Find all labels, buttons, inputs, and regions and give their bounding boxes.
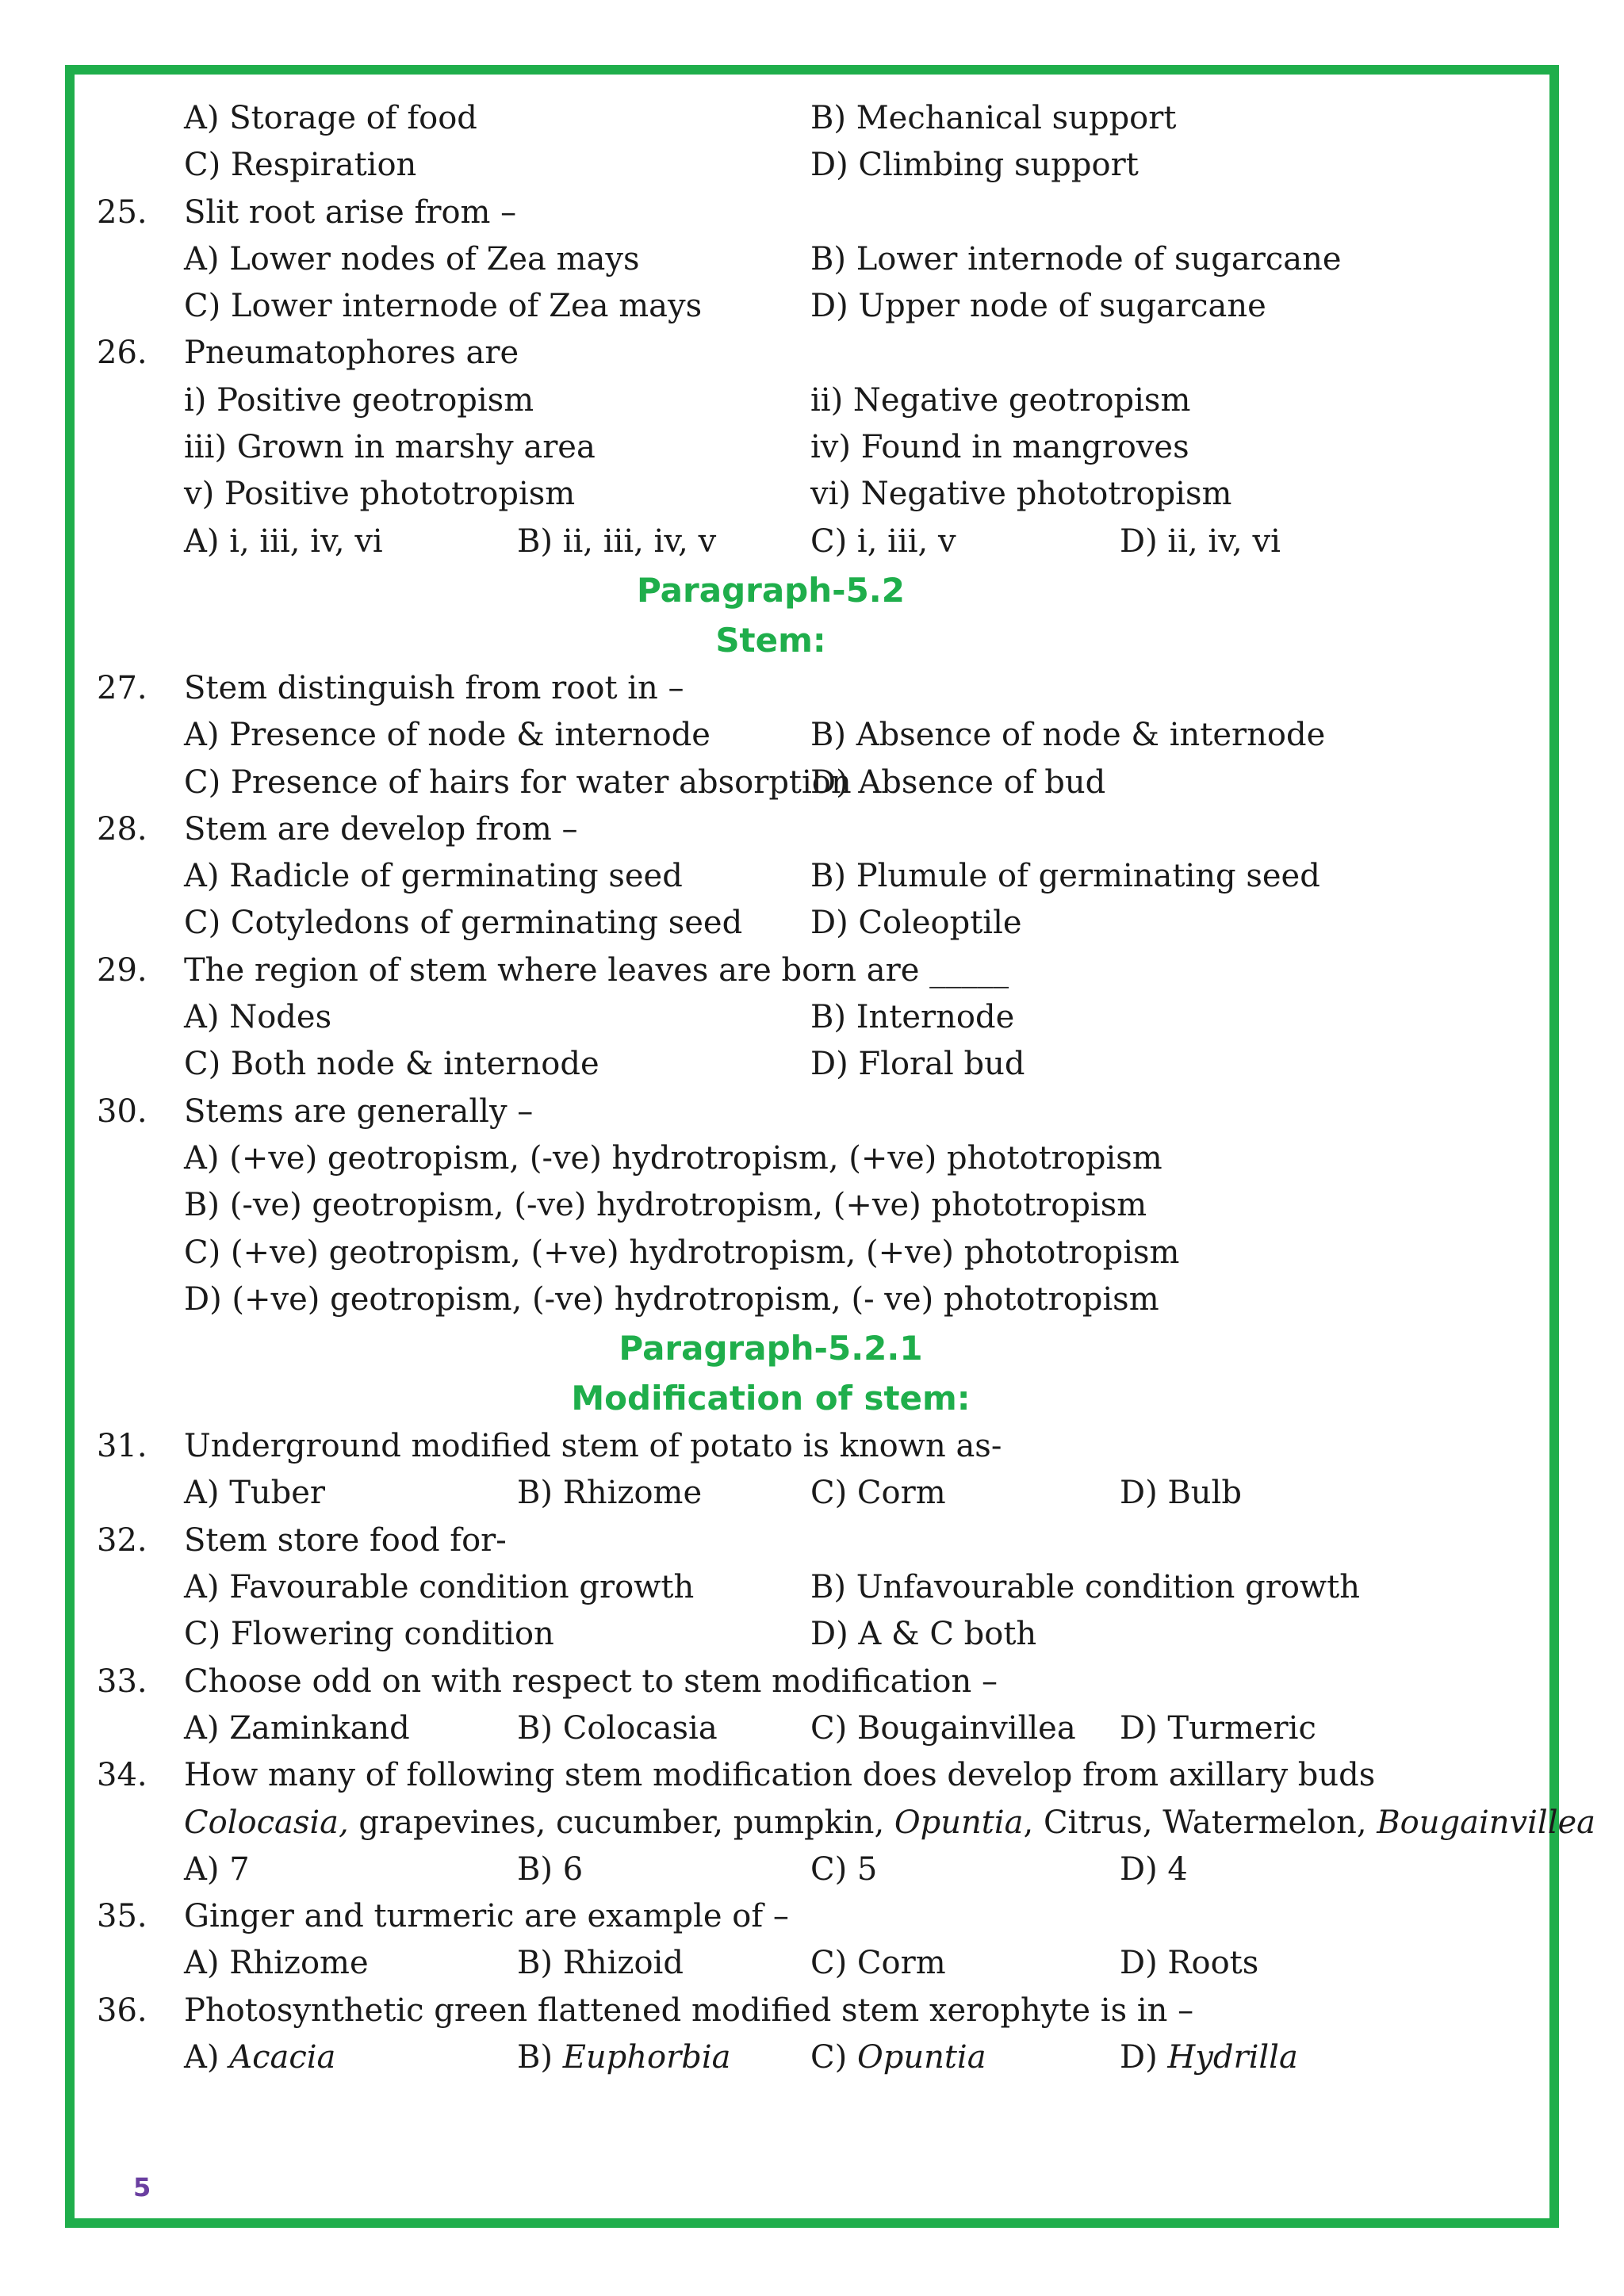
q35-option-c: C) Corm — [810, 1945, 946, 1982]
q34-number: 34. — [97, 1757, 147, 1794]
q25-text: Slit root arise from – — [184, 193, 517, 231]
q26-statement-ii: ii) Negative geotropism — [810, 381, 1191, 419]
q26-statement-iii: iii) Grown in marshy area — [184, 429, 596, 466]
q31-stem — [97, 1423, 1445, 1470]
section-heading-paragraph-text: Paragraph-5.2 — [637, 570, 905, 610]
q36-option-c — [810, 2034, 986, 2081]
q33-options-row — [97, 1705, 1445, 1752]
q25-options-row-1 — [97, 236, 1445, 283]
q27-option-b: B) Absence of node & internode — [810, 717, 1326, 754]
q31-text: Underground modified stem of potato is known as- — [184, 1428, 1002, 1465]
q32-options-row-1 — [97, 1564, 1445, 1611]
q24-option-d: D) Climbing support — [810, 147, 1139, 184]
q32-options-row-2 — [97, 1611, 1445, 1658]
q26-option-a: A) i, iii, iv, vi — [184, 522, 383, 560]
subsection-heading-title — [97, 1373, 1445, 1423]
q30-option-b-row — [97, 1182, 1445, 1229]
q27-options-row-2 — [97, 760, 1445, 806]
q28-text: Stem are develop from – — [184, 810, 578, 848]
q35-stem — [97, 1893, 1445, 1940]
q29-option-c: C) Both node & internode — [184, 1046, 599, 1083]
q36-option-d-label: D) — [1120, 2038, 1168, 2076]
q30-option-c-row — [97, 1230, 1445, 1276]
q30-option-d-row — [97, 1276, 1445, 1323]
q34-list-row — [97, 1800, 1596, 1846]
q35-options-row — [97, 1940, 1445, 1987]
q36-number: 36. — [97, 1992, 147, 2029]
q25-option-c: C) Lower internode of Zea mays — [184, 288, 703, 325]
q29-options-row-2 — [97, 1041, 1445, 1088]
q30-option-a-row — [97, 1135, 1445, 1182]
q35-option-b: B) Rhizoid — [517, 1945, 684, 1982]
q27-option-d: D) Absence of bud — [810, 763, 1106, 801]
q31-option-a: A) Tuber — [184, 1475, 326, 1512]
q24-options-row-2 — [97, 142, 1445, 189]
q35-text: Ginger and turmeric are example of – — [184, 1898, 789, 1935]
q27-text: Stem distinguish from root in – — [184, 669, 684, 706]
q32-stem — [97, 1517, 1445, 1564]
q33-stem — [97, 1659, 1445, 1705]
q30-option-a: A) (+ve) geotropism, (-ve) hydrotropism, (+ve) phototropism — [184, 1139, 1162, 1177]
q34-options-row — [97, 1846, 1445, 1893]
q29-number: 29. — [97, 951, 147, 989]
q31-option-c: C) Corm — [810, 1475, 946, 1512]
q33-option-c: C) Bougainvillea — [810, 1709, 1076, 1747]
q28-option-a: A) Radicle of germinating seed — [184, 858, 683, 895]
q34-list-item-opuntia: Opuntia — [894, 1804, 1024, 1841]
q31-number: 31. — [97, 1428, 147, 1465]
q34-list-items-end: , Citrus, Watermelon, — [1023, 1804, 1377, 1841]
q25-number: 25. — [97, 193, 147, 231]
q27-stem — [97, 665, 1445, 712]
q33-option-a: A) Zaminkand — [184, 1709, 410, 1747]
q33-option-d: D) Turmeric — [1120, 1709, 1316, 1747]
q30-stem — [97, 1089, 1445, 1135]
q31-options-row — [97, 1470, 1445, 1517]
q28-options-row-2 — [97, 900, 1445, 947]
question-sheet — [97, 95, 1596, 2081]
subsection-heading-paragraph-text: Paragraph-5.2.1 — [619, 1329, 923, 1368]
q34-text: How many of following stem modification does develop from axillary buds — [184, 1757, 1376, 1794]
q34-option-b: B) 6 — [517, 1850, 584, 1888]
q33-text: Choose odd on with respect to stem modification – — [184, 1663, 998, 1700]
subsection-heading-paragraph — [97, 1323, 1445, 1373]
q27-options-row-1 — [97, 712, 1445, 759]
q30-number: 30. — [97, 1093, 147, 1130]
q35-option-a: A) Rhizome — [184, 1945, 369, 1982]
q27-number: 27. — [97, 669, 147, 706]
q29-option-a: A) Nodes — [184, 999, 332, 1036]
q26-statements-row-1 — [97, 377, 1445, 424]
q26-number: 26. — [97, 335, 147, 372]
subsection-heading-title-text: Modification of stem: — [571, 1379, 971, 1418]
q36-option-a — [184, 2034, 335, 2081]
q26-statements-row-3 — [97, 471, 1445, 518]
q28-stem — [97, 806, 1445, 853]
q34-option-a: A) 7 — [184, 1850, 250, 1888]
q26-option-c: C) i, iii, v — [810, 522, 956, 560]
section-heading-title — [97, 615, 1445, 665]
q36-option-c-label: C) — [810, 2038, 857, 2076]
q27-option-a: A) Presence of node & internode — [184, 717, 710, 754]
q26-text: Pneumatophores are — [184, 335, 519, 372]
q27-option-c: C) Presence of hairs for water absorption — [184, 763, 852, 801]
q26-statement-v: v) Positive phototropism — [184, 476, 576, 513]
q31-option-b: B) Rhizome — [517, 1475, 703, 1512]
q34-plant-list — [184, 1800, 1595, 1846]
q30-text: Stems are generally – — [184, 1093, 534, 1130]
q28-number: 28. — [97, 810, 147, 848]
q26-statements-row-2 — [97, 424, 1445, 471]
q32-option-a: A) Favourable condition growth — [184, 1569, 695, 1606]
q36-option-d — [1120, 2034, 1298, 2081]
q30-option-c: C) (+ve) geotropism, (+ve) hydrotropism, (+ve) phototropism — [184, 1234, 1180, 1271]
q25-option-d: D) Upper node of sugarcane — [810, 288, 1266, 325]
q24-option-b: B) Mechanical support — [810, 100, 1177, 136]
q32-text: Stem store food for- — [184, 1521, 507, 1559]
q34-list-items-middle: grapevines, cucumber, pumpkin, — [348, 1804, 894, 1841]
q26-options-row — [97, 519, 1445, 565]
q28-option-c: C) Cotyledons of germinating seed — [184, 905, 743, 942]
q36-option-c-text: Opuntia — [856, 2038, 986, 2076]
q32-option-d: D) A & C both — [810, 1616, 1037, 1653]
q32-number: 32. — [97, 1521, 147, 1559]
q34-list-item-colocasia: Colocasia, — [184, 1804, 349, 1841]
q24-option-c: C) Respiration — [184, 147, 417, 184]
q34-option-c: C) 5 — [810, 1850, 878, 1888]
q25-option-b: B) Lower internode of sugarcane — [810, 240, 1342, 277]
q29-stem — [97, 947, 1445, 994]
q25-options-row-2 — [97, 283, 1445, 330]
q26-statement-i: i) Positive geotropism — [184, 381, 534, 419]
section-heading-title-text: Stem: — [715, 620, 826, 660]
q33-number: 33. — [97, 1663, 147, 1700]
q29-text: The region of stem where leaves are born are _____ — [184, 951, 1009, 989]
q26-option-b: B) ii, iii, iv, v — [517, 522, 717, 560]
q26-statement-iv: iv) Found in mangroves — [810, 429, 1189, 466]
q35-option-d: D) Roots — [1120, 1945, 1259, 1982]
q24-option-a: A) Storage of food — [184, 100, 477, 136]
q34-list-item-bougainvillea: Bougainvillea — [1377, 1804, 1596, 1841]
q26-statement-vi: vi) Negative phototropism — [810, 476, 1232, 513]
q26-option-d: D) ii, iv, vi — [1120, 522, 1281, 560]
q32-option-b: B) Unfavourable condition growth — [810, 1569, 1360, 1606]
section-heading-paragraph — [97, 565, 1445, 615]
page-number: 5 — [133, 2172, 151, 2202]
q29-options-row-1 — [97, 994, 1445, 1041]
q24-options-row-1 — [97, 95, 1445, 142]
q35-number: 35. — [97, 1898, 147, 1935]
q36-option-b-text: Euphorbia — [562, 2038, 731, 2076]
q34-stem — [97, 1752, 1445, 1799]
q28-option-b: B) Plumule of germinating seed — [810, 858, 1320, 895]
q36-option-a-text: Acacia — [229, 2038, 336, 2076]
q36-stem — [97, 1988, 1445, 2034]
q30-option-b: B) (-ve) geotropism, (-ve) hydrotropism, (+ve) phototropism — [184, 1187, 1147, 1224]
q36-option-a-label: A) — [184, 2038, 230, 2076]
q36-options-row — [97, 2034, 1445, 2081]
q28-options-row-1 — [97, 853, 1445, 900]
q26-stem — [97, 330, 1445, 377]
q28-option-d: D) Coleoptile — [810, 905, 1022, 942]
q36-option-d-text: Hydrilla — [1167, 2038, 1298, 2076]
q30-option-d: D) (+ve) geotropism, (-ve) hydrotropism, (- ve) phototropism — [184, 1280, 1159, 1318]
q29-option-d: D) Floral bud — [810, 1046, 1025, 1083]
q25-stem — [97, 189, 1445, 236]
q25-option-a: A) Lower nodes of Zea mays — [184, 240, 640, 277]
q32-option-c: C) Flowering condition — [184, 1616, 554, 1653]
q34-option-d: D) 4 — [1120, 1850, 1188, 1888]
q36-option-b-label: B) — [517, 2038, 563, 2076]
q33-option-b: B) Colocasia — [517, 1709, 718, 1747]
q29-option-b: B) Internode — [810, 999, 1015, 1036]
q31-option-d: D) Bulb — [1120, 1475, 1242, 1512]
q36-option-b — [517, 2034, 731, 2081]
q36-text: Photosynthetic green flattened modified stem xerophyte is in – — [184, 1992, 1194, 2029]
